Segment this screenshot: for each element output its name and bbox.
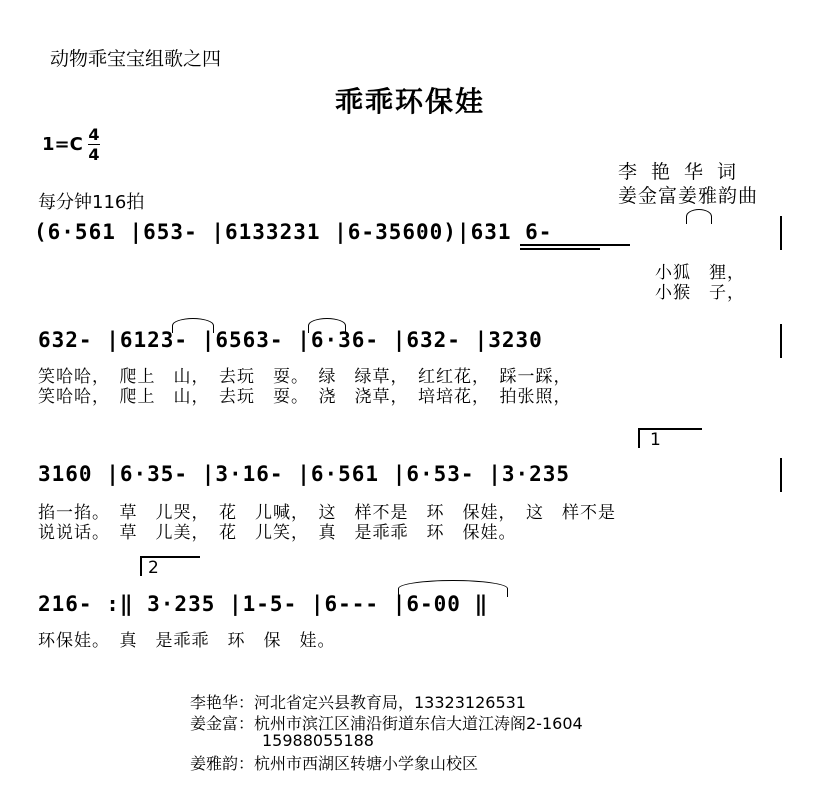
contact-composer-phone: 15988055188 <box>262 731 374 750</box>
song-title: 乖乖环保娃 <box>334 85 485 118</box>
lyrics-line-3-verse-1: 掐一掐。 草 儿哭， 花 儿喊， 这 样不是 环 保娃， 这 样不是 <box>38 503 616 523</box>
time-top: 4 <box>88 125 100 144</box>
notation-line-1: (6·561 |653- |6133231 |6-35600)|631 6- <box>34 220 553 244</box>
lyrics-line-4: 环保娃。 真 是乖乖 环 保 娃。 <box>38 631 336 651</box>
contact-lyricist: 李艳华：河北省定兴县教育局，13323126531 <box>190 693 526 712</box>
tempo-marking: 每分钟116拍 <box>38 192 145 213</box>
notation-line-2: 632- |6123- |6563- |6·36- |632- |3230 <box>38 328 543 352</box>
time-bottom: 4 <box>88 145 100 164</box>
series-title: 动物乖宝宝组歌之四 <box>50 48 222 70</box>
lyrics-line-3-verse-2: 说说话。 草 儿美， 花 儿笑， 真 是乖乖 环 保娃。 <box>38 523 517 543</box>
lyrics-line-2-verse-1: 笑哈哈， 爬上 山， 去玩 耍。 绿 绿草， 红红花， 踩一踩， <box>38 367 572 387</box>
volta-2: 2 <box>148 558 159 578</box>
contact-co-composer: 姜雅韵：杭州市西湖区转塘小学象山校区 <box>190 754 479 773</box>
volta-1: 1 <box>650 430 661 450</box>
time-signature <box>88 125 100 164</box>
composer-credit: 姜金富姜雅韵曲 <box>618 185 759 207</box>
lyrics-line-2-verse-2: 笑哈哈， 爬上 山， 去玩 耍。 浇 浇草， 培培花， 拍张照， <box>38 387 572 407</box>
contact-composer: 姜金富：杭州市滨江区浦沿街道东信大道江涛阁2-1604 <box>190 714 583 733</box>
lyricist-credit: 李艳华词 <box>618 161 751 183</box>
key-signature: 1=C <box>42 134 83 155</box>
lyrics-line-1-verse-1: 小狐 狸， <box>655 263 745 283</box>
lyrics-line-1-verse-2: 小猴 子， <box>655 283 745 303</box>
notation-line-4: 216- :‖ 3·235 |1-5- |6--- |6-00 ‖ <box>38 592 489 616</box>
notation-line-3: 3160 |6·35- |3·16- |6·561 |6·53- |3·235 <box>38 462 571 486</box>
